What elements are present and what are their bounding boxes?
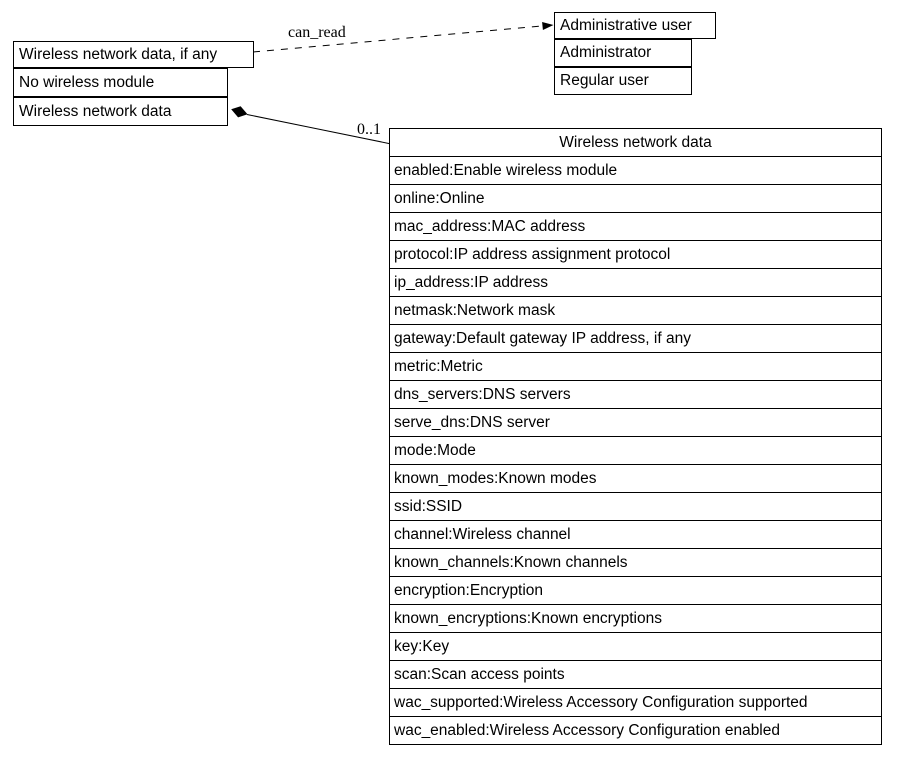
attribute-row: known_encryptions:Known encryptions [389,604,882,633]
attribute-row: scan:Scan access points [389,660,882,689]
attribute-row: metric:Metric [389,352,882,381]
attribute-row: enabled:Enable wireless module [389,156,882,185]
attribute-row: key:Key [389,632,882,661]
attribute-row: ssid:SSID [389,492,882,521]
attribute-row: mac_address:MAC address [389,212,882,241]
attribute-row: wac_supported:Wireless Accessory Configuration supported [389,688,882,717]
attribute-row: gateway:Default gateway IP address, if any [389,324,882,353]
multiplicity-label: 0..1 [357,121,381,138]
node-regular-user: Regular user [554,67,692,95]
class-box-title: Wireless network data [389,128,882,157]
attribute-row: channel:Wireless channel [389,520,882,549]
attribute-row: known_channels:Known channels [389,548,882,577]
node-wireless-network-data: Wireless network data [13,97,228,126]
attribute-row: wac_enabled:Wireless Accessory Configuration enabled [389,716,882,745]
node-no-wireless-module: No wireless module [13,68,228,97]
attribute-row: serve_dns:DNS server [389,408,882,437]
attribute-row: protocol:IP address assignment protocol [389,240,882,269]
attribute-row: dns_servers:DNS servers [389,380,882,409]
node-administrative-user: Administrative user [554,12,716,39]
class-box-wireless-network-data [389,128,882,745]
node-wireless-network-data-if-any: Wireless network data, if any [13,41,254,68]
attribute-row: encryption:Encryption [389,576,882,605]
composition-diamond-icon [231,106,247,117]
attribute-row: ip_address:IP address [389,268,882,297]
node-administrator: Administrator [554,39,692,67]
attribute-row: mode:Mode [389,436,882,465]
arrowhead-icon [542,22,553,30]
attribute-row: netmask:Network mask [389,296,882,325]
attribute-row: online:Online [389,184,882,213]
attribute-row: known_modes:Known modes [389,464,882,493]
can-read-edge-label: can_read [288,24,346,41]
